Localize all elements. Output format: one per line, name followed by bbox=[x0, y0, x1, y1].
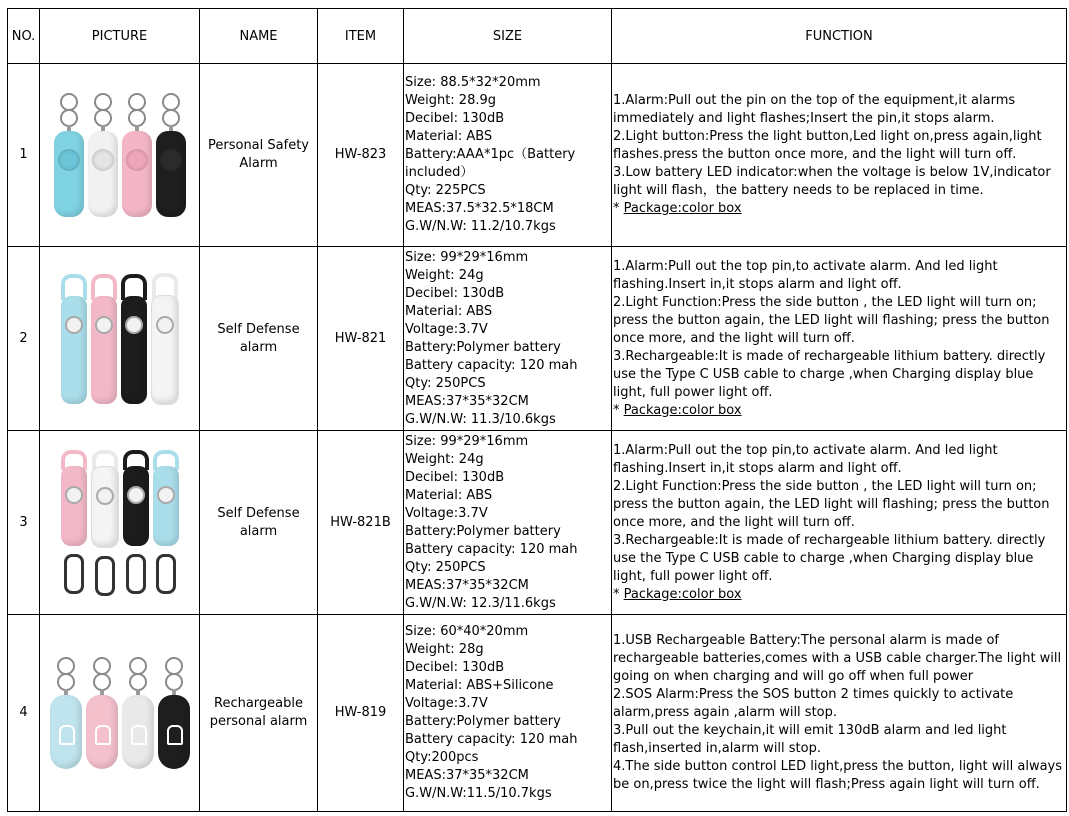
spec-line: Voltage:3.7V bbox=[405, 505, 488, 521]
spec-line: Weight: 24g bbox=[405, 267, 484, 283]
spec-line: Decibel: 130dB bbox=[405, 660, 505, 675]
spec-line: Weight: 24g bbox=[405, 451, 484, 467]
spec-line: Qty: 250PCS bbox=[405, 559, 486, 575]
product-image-hw-821 bbox=[44, 273, 195, 405]
spec-line: Battery capacity: 120 mah bbox=[405, 732, 578, 747]
function-line: 2.Light Function:Press the side button , the LED light will turn on; press the button again, the LED light will flashing; press the button once more, and the light will turn off. bbox=[613, 294, 1050, 346]
product-size-spec bbox=[404, 431, 612, 615]
header-size: SIZE bbox=[404, 9, 612, 64]
product-item-code: HW-821B bbox=[318, 431, 404, 615]
spec-line: Qty: 225PCS bbox=[405, 183, 486, 198]
function-line: 1.Alarm:Pull out the pin on the top of the equipment,it alarms immediately and light flashes;Insert the pin,it stops alarm. bbox=[613, 93, 1016, 126]
product-name: Personal Safety Alarm bbox=[200, 64, 318, 247]
spec-line: Battery:Polymer battery bbox=[405, 714, 561, 729]
function-line: 1.Alarm:Pull out the top pin,to activate alarm. And led light flashing.Insert in,it stops alarm and light off. bbox=[613, 258, 998, 292]
spec-line: Material: ABS+Silicone bbox=[405, 678, 554, 693]
package-prefix: * bbox=[613, 201, 624, 216]
spec-line: G.W/N.W:11.5/10.7kgs bbox=[405, 786, 552, 801]
row-number: 1 bbox=[8, 64, 40, 247]
spec-line: Material: ABS bbox=[405, 129, 493, 144]
product-item-code: HW-823 bbox=[318, 64, 404, 247]
package-text: Package:color box bbox=[623, 402, 742, 418]
function-line: 3.Rechargeable:It is made of rechargeable lithium battery. directly use the Type C USB cable to charge ,when Charging display blue light, full power light off. bbox=[613, 348, 1046, 400]
spec-line: Decibel: 130dB bbox=[405, 111, 505, 126]
spec-line: Size: 99*29*16mm bbox=[405, 433, 529, 449]
spec-line: MEAS:37.5*32.5*18CM bbox=[405, 201, 554, 216]
spec-line: Battery capacity: 120 mah bbox=[405, 541, 578, 557]
product-picture bbox=[40, 247, 200, 431]
spec-line: G.W/N.W: 11.2/10.7kgs bbox=[405, 219, 556, 234]
package-text: Package:color box bbox=[623, 586, 742, 602]
product-name: Self Defense alarm bbox=[200, 247, 318, 431]
spec-line: Decibel: 130dB bbox=[405, 285, 505, 301]
package-text: Package:color box bbox=[623, 201, 742, 216]
product-item-code: HW-821 bbox=[318, 247, 404, 431]
product-picture bbox=[40, 64, 200, 247]
spec-line: Weight: 28g bbox=[405, 642, 484, 657]
package-note bbox=[613, 402, 1066, 420]
product-image-hw-819 bbox=[44, 657, 195, 769]
spec-line: Size: 60*40*20mm bbox=[405, 624, 529, 639]
spec-line: Size: 99*29*16mm bbox=[405, 249, 529, 265]
spec-line: Size: 88.5*32*20mm bbox=[405, 75, 541, 90]
product-function bbox=[612, 431, 1067, 615]
spec-line: MEAS:37*35*32CM bbox=[405, 768, 529, 783]
spec-line: G.W/N.W: 12.3/11.6kgs bbox=[405, 595, 556, 611]
function-line: 1.USB Rechargeable Battery:The personal alarm is made of rechargeable batteries,comes with a USB cable charger.The light will going on when charging and will go off when full power bbox=[613, 633, 1062, 684]
spec-line: G.W/N.W: 11.3/10.6kgs bbox=[405, 411, 556, 427]
spec-line: Qty:200pcs bbox=[405, 750, 479, 765]
function-line: 3.Rechargeable:It is made of rechargeable lithium battery. directly use the Type C USB cable to charge ,when Charging display blue light, full power light off. bbox=[613, 532, 1046, 584]
product-function bbox=[612, 615, 1067, 812]
product-name: Self Defense alarm bbox=[200, 431, 318, 615]
spec-line: Voltage:3.7V bbox=[405, 696, 488, 711]
product-item-code: HW-819 bbox=[318, 615, 404, 812]
header-item: ITEM bbox=[318, 9, 404, 64]
spec-line: MEAS:37*35*32CM bbox=[405, 577, 529, 593]
package-prefix: * bbox=[613, 402, 624, 418]
product-function bbox=[612, 247, 1067, 431]
spec-line: Decibel: 130dB bbox=[405, 469, 505, 485]
table-row bbox=[8, 64, 1067, 247]
function-line: 4.The side button control LED light,press the button, light will always be on,press twice the light will flash;Press again light will turn off. bbox=[613, 759, 1063, 792]
package-prefix: * bbox=[613, 586, 624, 602]
table-row bbox=[8, 247, 1067, 431]
header-name: NAME bbox=[200, 9, 318, 64]
product-size-spec bbox=[404, 64, 612, 247]
row-number: 4 bbox=[8, 615, 40, 812]
row-number: 3 bbox=[8, 431, 40, 615]
product-image-hw-823 bbox=[44, 93, 195, 217]
header-no: NO. bbox=[8, 9, 40, 64]
spec-line: Battery:Polymer battery bbox=[405, 523, 561, 539]
function-line: 3.Low battery LED indicator:when the voltage is below 1V,indicator light will flash，the battery needs to be replaced in time. bbox=[613, 165, 1051, 198]
product-image-hw-821b bbox=[44, 450, 195, 596]
product-name: Rechargeable personal alarm bbox=[200, 615, 318, 812]
product-picture bbox=[40, 615, 200, 812]
spec-line: Material: ABS bbox=[405, 303, 493, 319]
product-spec-table bbox=[7, 8, 1067, 812]
product-size-spec bbox=[404, 247, 612, 431]
function-line: 2.Light button:Press the light button,Led light on,press again,light flashes.press the button once more, and the light will turn off. bbox=[613, 129, 1042, 162]
package-note bbox=[613, 586, 1066, 604]
table-row bbox=[8, 615, 1067, 812]
header-row bbox=[8, 9, 1067, 64]
function-line: 2.Light Function:Press the side button , the LED light will turn on; press the button again, the LED light will flashing; press the button once more, and the light will turn off. bbox=[613, 478, 1050, 530]
spec-line: Battery:Polymer battery bbox=[405, 339, 561, 355]
product-function bbox=[612, 64, 1067, 247]
spec-line: Battery:AAA*1pc（Battery bbox=[405, 147, 576, 162]
spec-line: Material: ABS bbox=[405, 487, 493, 503]
spec-line: Voltage:3.7V bbox=[405, 321, 488, 337]
function-line: 2.SOS Alarm:Press the SOS button 2 times quickly to activate alarm,press again ,alarm will stop. bbox=[613, 687, 1014, 720]
package-note bbox=[613, 200, 1066, 218]
product-picture bbox=[40, 431, 200, 615]
product-size-spec bbox=[404, 615, 612, 812]
spec-line: included） bbox=[405, 165, 474, 180]
spec-line: Qty: 250PCS bbox=[405, 375, 486, 391]
spec-line: MEAS:37*35*32CM bbox=[405, 393, 529, 409]
table-row bbox=[8, 431, 1067, 615]
row-number: 2 bbox=[8, 247, 40, 431]
header-function: FUNCTION bbox=[612, 9, 1067, 64]
function-line: 1.Alarm:Pull out the top pin,to activate alarm. And led light flashing.Insert in,it stops alarm and light off. bbox=[613, 442, 998, 476]
function-line: 3.Pull out the keychain,it will emit 130dB alarm and led light flash,inserted in,alarm will stop. bbox=[613, 723, 1007, 756]
spec-line: Battery capacity: 120 mah bbox=[405, 357, 578, 373]
spec-line: Weight: 28.9g bbox=[405, 93, 496, 108]
header-picture: PICTURE bbox=[40, 9, 200, 64]
